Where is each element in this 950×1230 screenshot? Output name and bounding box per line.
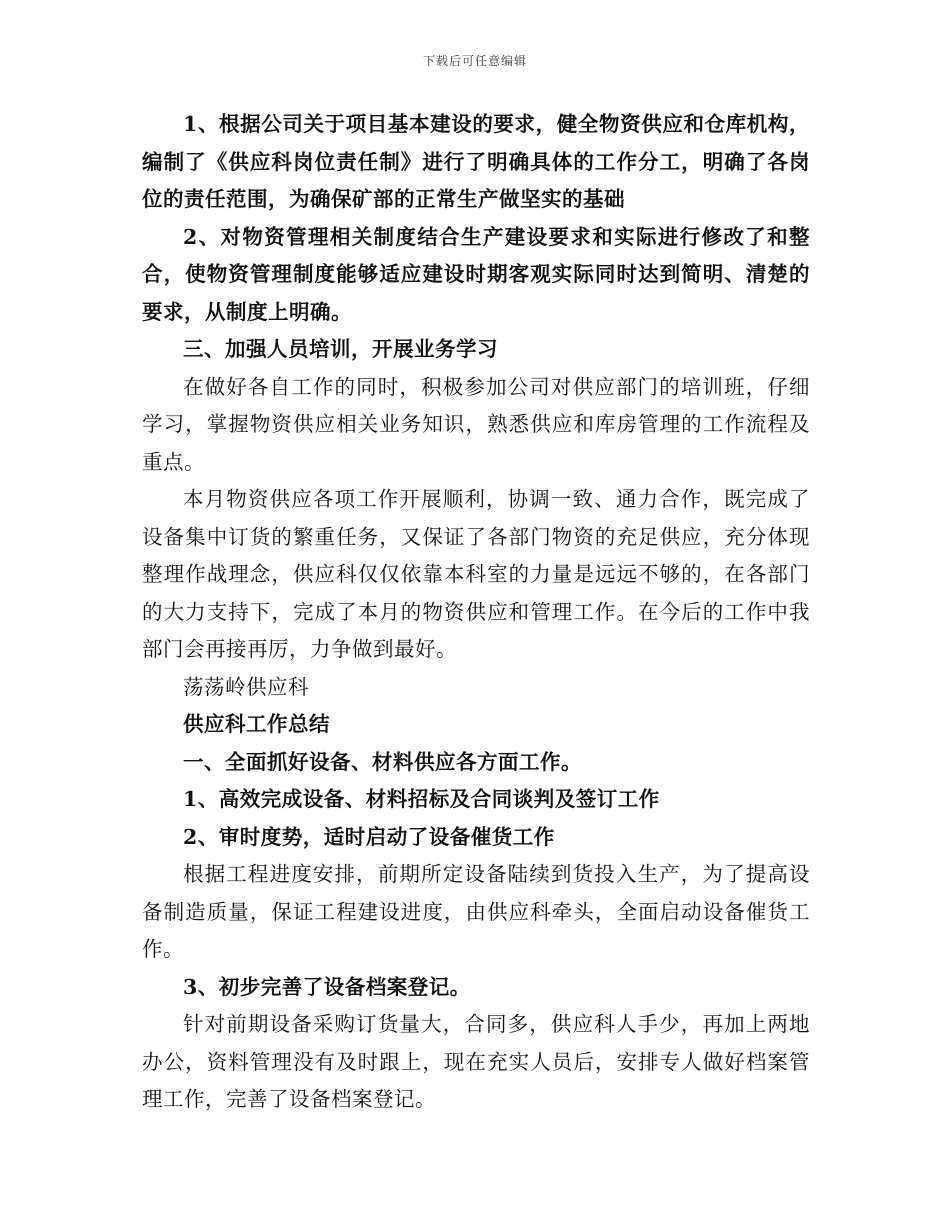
subheading-1: 1、高效完成设备、材料招标及合同谈判及签订工作 [183,787,660,811]
section-heading-1: 一、全面抓好设备、材料供应各方面工作。 [183,749,582,774]
section-heading-3: 三、加强人员培训，开展业务学习 [183,337,498,361]
document-body [142,106,810,1119]
paragraph-11: 根据工程进度安排，前期所定设备陆续到货投入生产，为了提高设备制造质量，保证工程建设进度，由供应科牵头，全面启动设备催货工作。 [142,862,810,961]
paragraph-1: 1、根据公司关于项目基本建设的要求，健全物资供应和仓库机构，编制了《供应科岗位责任制》进行了明确具体的工作分工，明确了各岗位的责任范围，为确保矿部的正常生产做坚实的基础 [142,112,810,211]
document-subtitle: 供应科工作总结 [183,712,330,736]
subheading-2: 2、审时度势，适时启动了设备催货工作 [183,824,555,849]
paragraph-2: 2、对物资管理相关制度结合生产建设要求和实际进行修改了和整合，使物资管理制度能够适应建设时期客观实际同时达到简明、清楚的要求，从制度上明确。 [142,224,810,324]
subheading-3: 3、初步完善了设备档案登记。 [183,974,471,999]
signature-line: 荡荡岭供应科 [183,674,309,699]
paragraph-13: 针对前期设备采购订货量大，合同多，供应科人手少，再加上两地办公，资料管理没有及时跟上，现在充实人员后，安排专人做好档案管理工作，完善了设备档案登记。 [142,1012,810,1111]
paragraph-5: 本月物资供应各项工作开展顺利，协调一致、通力合作，既完成了设备集中订货的繁重任务，又保证了各部门物资的充足供应，充分体现整理作战理念，供应科仅仅依靠本科室的力量是远远不够的，在各部门的大力支持下，完成了本月的物资供应和管理工作。在今后的工作中我部门会再接再厉，力争做到最好。 [142,487,810,661]
paragraph-4: 在做好各自工作的同时，积极参加公司对供应部门的培训班，仔细学习，掌握物资供应相关业务知识，熟悉供应和库房管理的工作流程及重点。 [142,374,810,474]
page-header: 下载后可任意编辑 [422,54,527,68]
